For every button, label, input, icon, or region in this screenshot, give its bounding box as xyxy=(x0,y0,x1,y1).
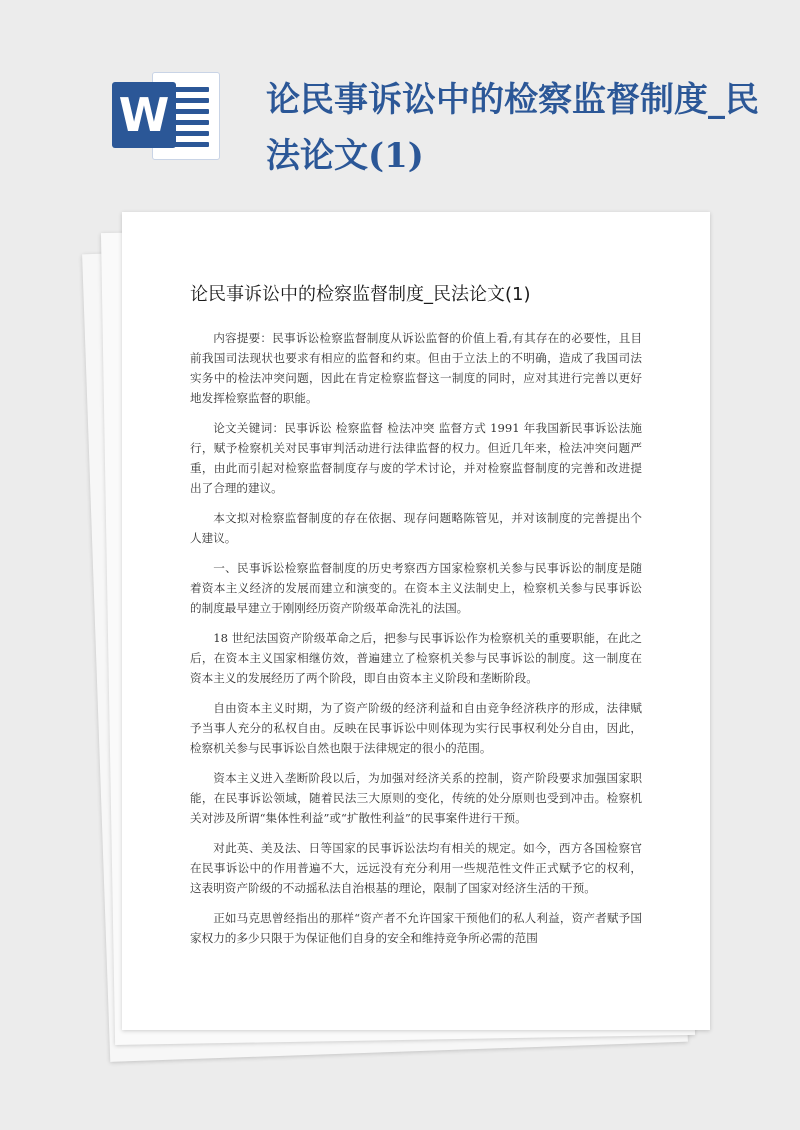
paragraph-abstract: 内容提要：民事诉讼检察监督制度从诉讼监督的价值上看,有其存在的必要性，且目前我国司法现状也要求有相应的监督和约束。但由于立法上的不明确，造成了我国司法实务中的检法冲突问题，因此在肯定检察监督这一制度的同时，应对其进行完善以更好地发挥检察监督的职能。 xyxy=(190,331,642,405)
word-document-icon xyxy=(112,72,218,158)
paragraph-18th-century: 18 世纪法国资产阶级革命之后，把参与民事诉讼作为检察机关的重要职能，在此之后，在资本主义国家相继仿效，普遍建立了检察机关参与民事诉讼的制度。这一制度在资本主义的发展经历了两个阶段，即自由资本主义阶段和垄断阶段。 xyxy=(190,631,642,685)
paragraph-western-countries: 对此英、美及法、日等国家的民事诉讼法均有相关的规定。如今，西方各国检察官在民事诉讼中的作用普遍不大，远远没有充分利用一些规范性文件正式赋予它的权利，这表明资产阶级的不动摇私法自治根基的理论，限制了国家对经济生活的干预。 xyxy=(190,841,642,895)
paragraph-free-capitalism: 自由资本主义时期，为了资产阶级的经济利益和自由竞争经济秩序的形成，法律赋予当事人充分的私权自由。反映在民事诉讼中则体现为实行民事权利处分自由，因此，检察机关参与民事诉讼自然也限于法律规定的很小的范围。 xyxy=(190,701,642,755)
paragraph-history: 一、民事诉讼检察监督制度的历史考察西方国家检察机关参与民事诉讼的制度是随着资本主义经济的发展而建立和演变的。在资本主义法制史上，检察机关参与民事诉讼的制度最早建立于刚刚经历资产阶级革命洗礼的法国。 xyxy=(190,561,642,615)
document-body xyxy=(190,328,642,988)
paragraph-purpose: 本文拟对检察监督制度的存在依据、现存问题略陈管见，并对该制度的完善提出个人建议。 xyxy=(190,511,642,545)
word-icon-letter: W xyxy=(112,82,176,148)
document-title: 论民事诉讼中的检察监督制度_民法论文(1) xyxy=(190,284,531,305)
paragraph-marx-quote: 正如马克思曾经指出的那样“资产者不允许国家干预他们的私人利益，资产者赋予国家权力的多少只限于为保证他们自身的安全和维持竞争所必需的范围 xyxy=(190,911,642,945)
banner-title: 论民事诉讼中的检察监督制度_民法论文(1) xyxy=(266,80,759,176)
paragraph-monopoly: 资本主义进入垄断阶段以后，为加强对经济关系的控制，资产阶段要求加强国家职能，在民事诉讼领域，随着民法三大原则的变化，传统的处分原则也受到冲击。检察机关对涉及所谓“集体性利益”或“扩散性利益”的民事案件进行干预。 xyxy=(190,771,642,825)
paragraph-keywords: 论文关键词：民事诉讼 检察监督 检法冲突 监督方式 1991 年我国新民事诉讼法施行，赋予检察机关对民事审判活动进行法律监督的权力。但近几年来，检法冲突问题严重，由此而引起对检察监督制度存与废的学术讨论，并对检察监督制度的完善和改进提出了合理的建议。 xyxy=(190,421,642,495)
